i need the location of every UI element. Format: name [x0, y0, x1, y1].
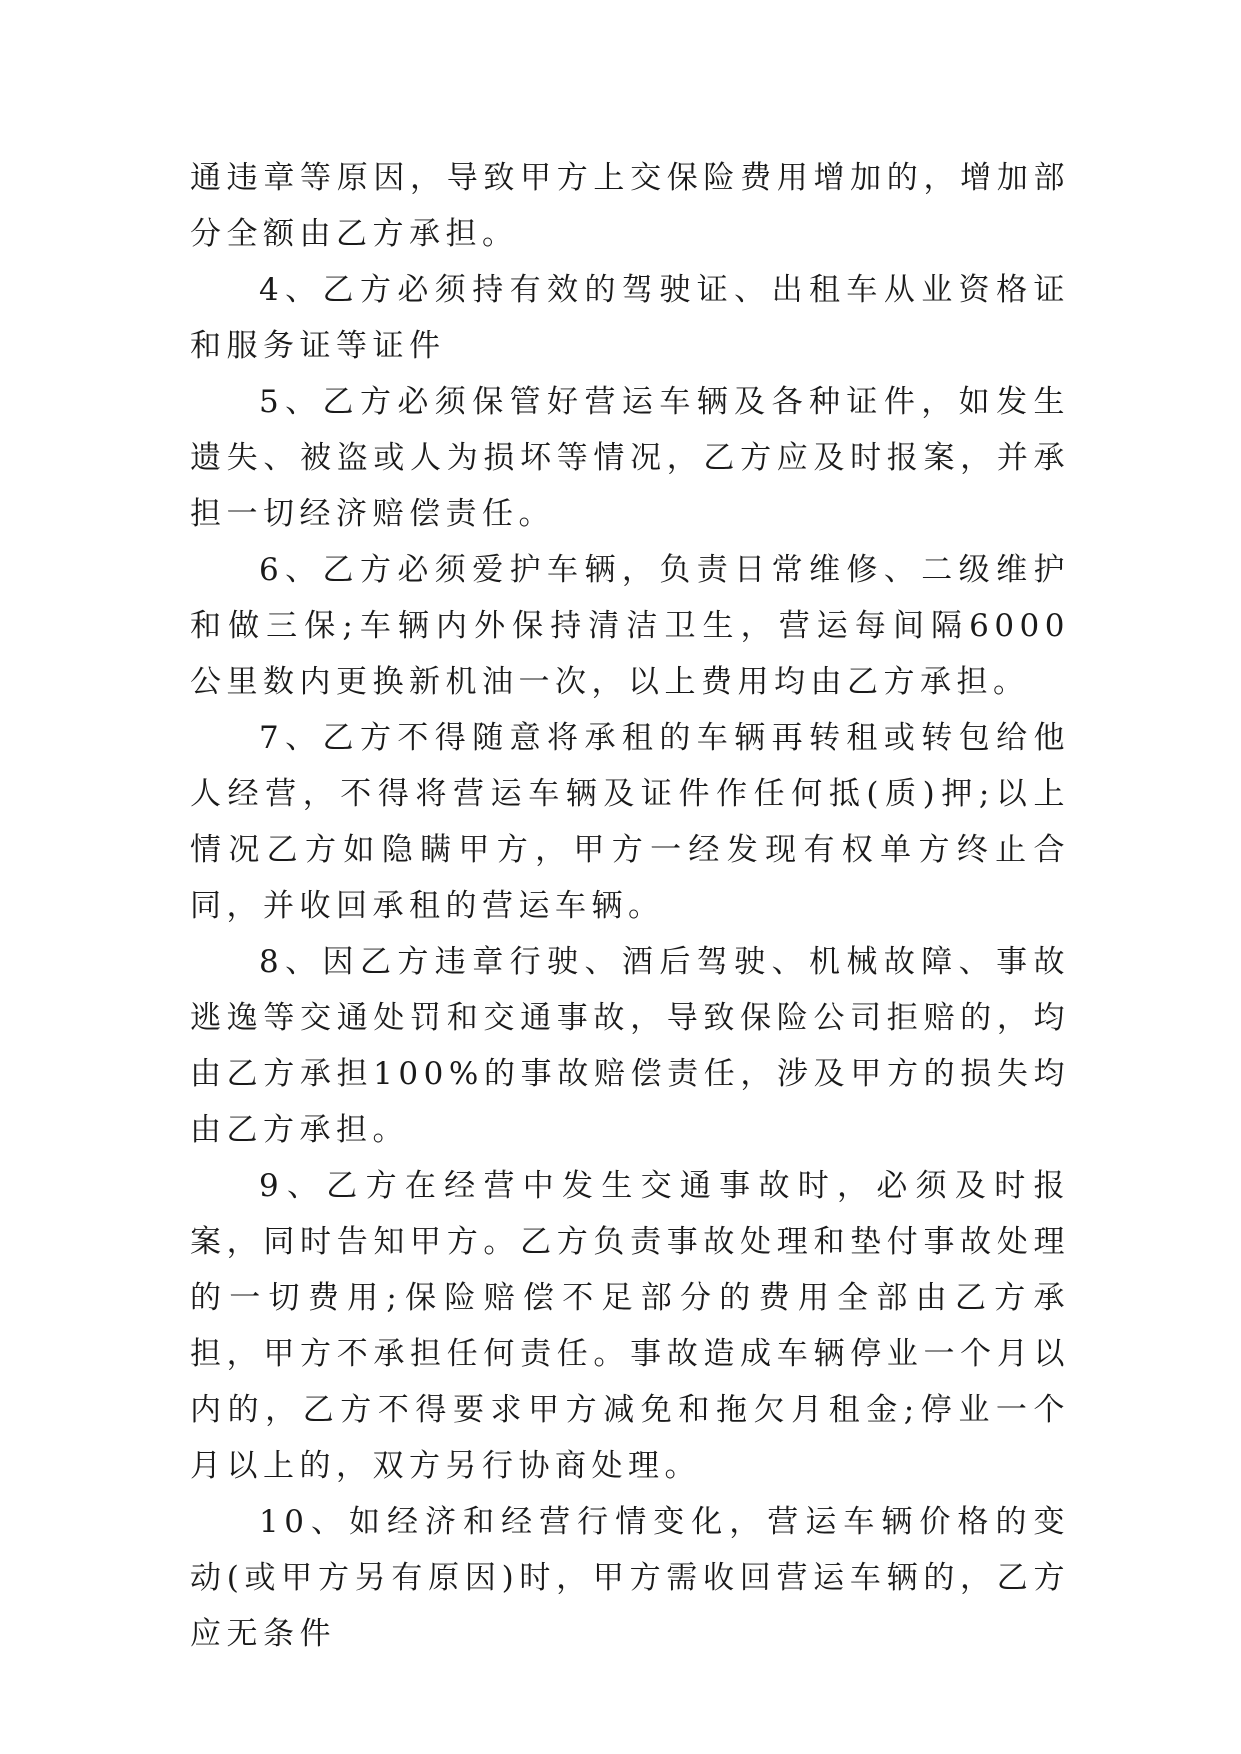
paragraph-continuation: 通违章等原因，导致甲方上交保险费用增加的，增加部分全额由乙方承担。 [190, 160, 1070, 252]
paragraph-clause-7: 7、乙方不得随意将承租的车辆再转租或转包给他人经营，不得将营运车辆及证件作任何抵(质)押;以上情况乙方如隐瞒甲方，甲方一经发现有权单方终止合同，并收回承租的营运车辆。 [190, 720, 1070, 924]
paragraph-clause-4: 4、乙方必须持有效的驾驶证、出租车从业资格证和服务证等证件 [190, 272, 1070, 364]
paragraph-clause-9: 9、乙方在经营中发生交通事故时，必须及时报案，同时告知甲方。乙方负责事故处理和垫付事故处理的一切费用;保险赔偿不足部分的费用全部由乙方承担，甲方不承担任何责任。事故造成车辆停业一个月以内的，乙方不得要求甲方减免和拖欠月租金;停业一个月以上的，双方另行协商处理。 [190, 1168, 1070, 1484]
paragraph-clause-10: 10、如经济和经营行情变化，营运车辆价格的变动(或甲方另有原因)时，甲方需收回营运车辆的，乙方应无条件 [190, 1504, 1070, 1652]
paragraph-clause-6: 6、乙方必须爱护车辆，负责日常维修、二级维护和做三保;车辆内外保持清洁卫生，营运每间隔6000公里数内更换新机油一次，以上费用均由乙方承担。 [190, 552, 1070, 700]
paragraph-clause-8: 8、因乙方违章行驶、酒后驾驶、机械故障、事故逃逸等交通处罚和交通事故，导致保险公司拒赔的，均由乙方承担100%的事故赔偿责任，涉及甲方的损失均由乙方承担。 [190, 944, 1070, 1148]
paragraph-clause-5: 5、乙方必须保管好营运车辆及各种证件，如发生遗失、被盗或人为损坏等情况，乙方应及时报案，并承担一切经济赔偿责任。 [190, 384, 1070, 532]
document-body [190, 150, 1070, 1662]
